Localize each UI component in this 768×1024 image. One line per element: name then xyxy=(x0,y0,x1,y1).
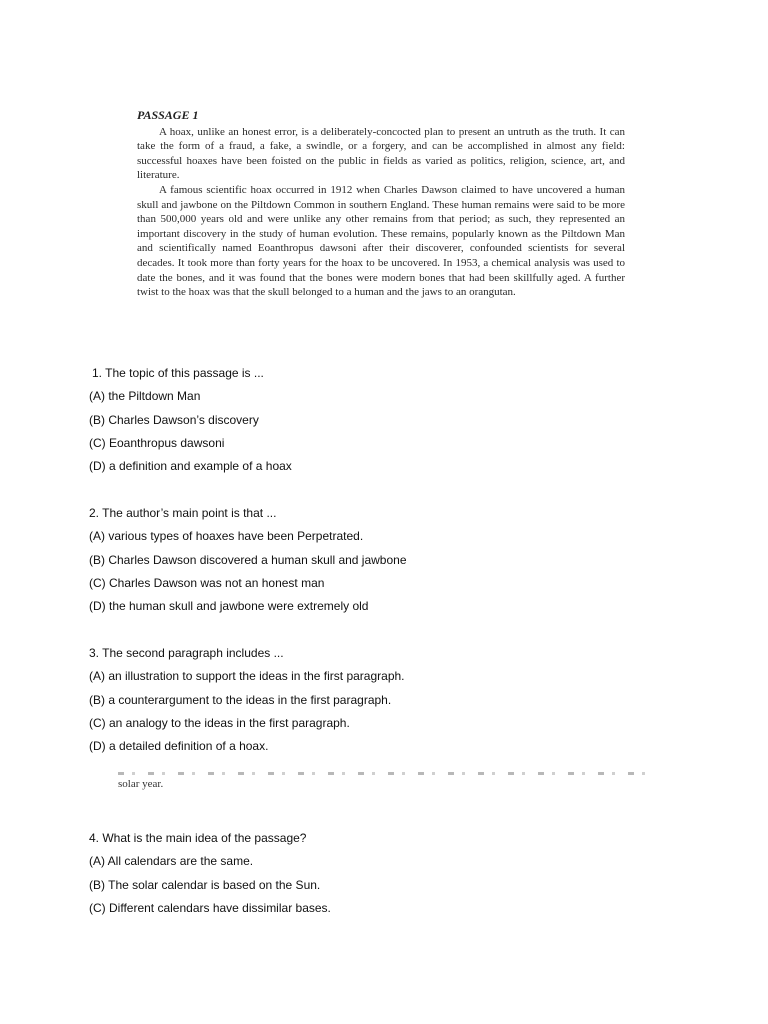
answer-option: (B) Charles Dawson discovered a human skull and jawbone xyxy=(89,552,407,567)
answer-option: (D) the human skull and jawbone were extremely old xyxy=(89,599,369,614)
scan-fragment xyxy=(118,770,648,798)
answer-option: (C) Different calendars have dissimilar bases. xyxy=(89,900,331,915)
question-4 xyxy=(89,827,331,920)
answer-option: (C) an analogy to the ideas in the first paragraph. xyxy=(89,715,350,730)
answer-option: (A) various types of hoaxes have been Perpetrated. xyxy=(89,529,364,544)
passage-title: PASSAGE 1 xyxy=(137,108,199,122)
question-1 xyxy=(89,362,292,478)
passage-paragraph-2: A famous scientific hoax occurred in 1912 when Charles Dawson claimed to have uncovered a human skull and jawbone on the Piltdown Common in southern England. These human remains were said to be more than 500,000 years old and were unlike any other remains from that period; as such, they represented an important discovery in the study of human evolution. These remains, popularly known as the Piltdown Man and scientifically named Eoanthropus dawsoni after their discoverer, confounded scientists for several decades. It took more than forty years for the hoax to be uncovered. In 1953, a chemical analysis was used to date the bones, and it was found that the bones were modern bones that had been skillfully aged. A further twist to the hoax was that the skull belonged to a human and the jaws to an orangutan. xyxy=(137,183,625,299)
question-stem: 4. What is the main idea of the passage? xyxy=(89,831,307,845)
fragment-text: solar year. xyxy=(118,778,164,790)
question-stem: 1. The topic of this passage is ... xyxy=(92,366,264,380)
question-stem: 2. The author’s main point is that ... xyxy=(89,506,277,520)
passage-paragraph-1: A hoax, unlike an honest error, is a deliberately-concocted plan to present an untruth as the truth. It can take the form of a fraud, a fake, a swindle, or a forgery, and can be accomplished in almost any field: successful hoaxes have been foisted on the public in fields as varied as politics, religion, science, art, and literature. xyxy=(137,125,625,182)
question-2 xyxy=(89,502,407,618)
question-stem: 3. The second paragraph includes ... xyxy=(89,646,284,660)
answer-option: (D) a detailed definition of a hoax. xyxy=(89,739,269,754)
cropped-text-edge xyxy=(118,772,648,775)
answer-option: (D) a definition and example of a hoax xyxy=(89,459,292,474)
answer-option: (B) a counterargument to the ideas in the first paragraph. xyxy=(89,692,392,707)
answer-option: (A) All calendars are the same. xyxy=(89,854,254,869)
answer-option: (B) Charles Dawson’s discovery xyxy=(89,412,259,427)
answer-option: (C) Eoanthropus dawsoni xyxy=(89,435,225,450)
answer-option: (A) the Piltdown Man xyxy=(89,389,201,404)
question-3 xyxy=(89,642,405,758)
passage-scan xyxy=(137,108,625,300)
answer-option: (A) an illustration to support the ideas in the first paragraph. xyxy=(89,669,405,684)
answer-option: (C) Charles Dawson was not an honest man xyxy=(89,575,325,590)
answer-option: (B) The solar calendar is based on the Sun. xyxy=(89,877,321,892)
